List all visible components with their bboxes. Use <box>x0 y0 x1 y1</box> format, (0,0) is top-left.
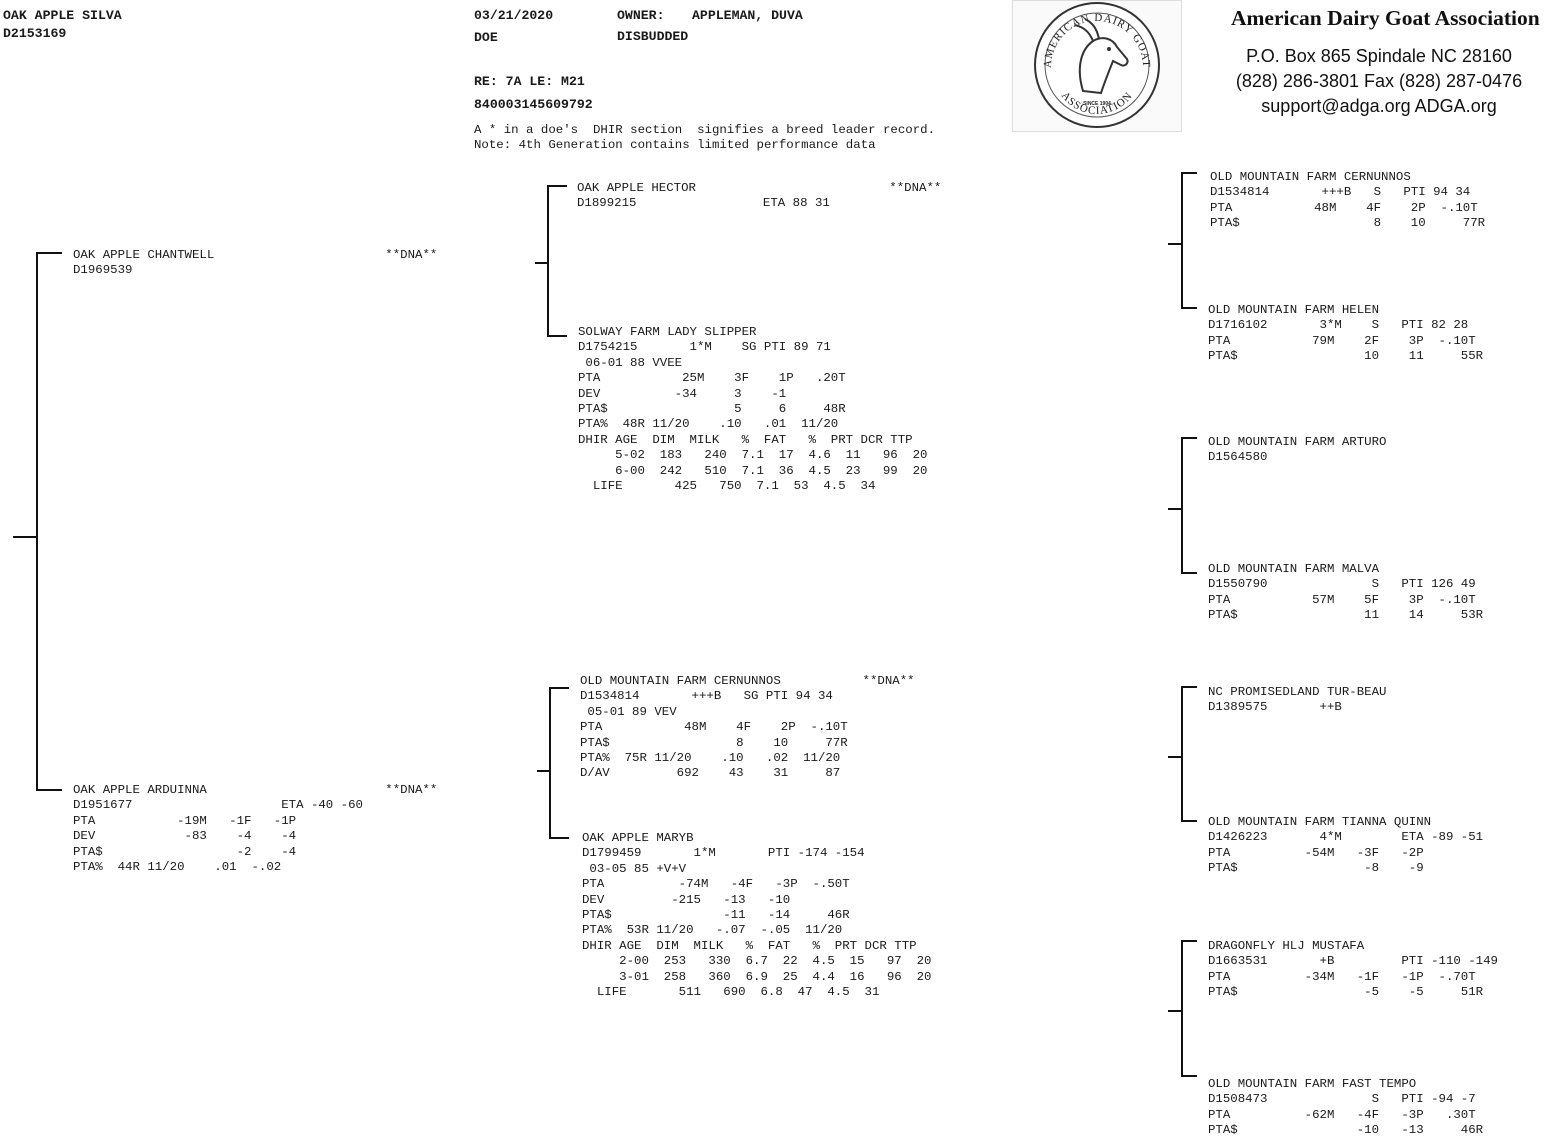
bracket-arm <box>547 335 567 337</box>
bracket-arm <box>1181 172 1197 174</box>
g3-entry-2: OLD MOUNTAIN FARM HELEN D1716102 3*M S PTI 82 28 PTA 79M 2F 3P -.10T PTA$ 10 11 55R <box>1208 303 1484 364</box>
tattoo: RE: 7A LE: M21 <box>474 74 585 89</box>
bracket-arm <box>1181 437 1197 439</box>
g3-entry-1: OLD MOUNTAIN FARM CERNUNNOS D1534814 +++B S PTI 94 34 PTA 48M 4F 2P -.10T PTA$ 8 10 77R <box>1210 170 1486 231</box>
horn-status: DISBUDDED <box>617 29 689 44</box>
bracket-arm <box>36 789 62 791</box>
goat-seal-icon <box>1013 1 1181 131</box>
bracket-sire-side <box>547 185 549 337</box>
bracket-arm <box>547 185 567 187</box>
note-line-1: A * in a doe's DHIR section signifies a breed leader record. <box>474 123 936 137</box>
bracket-g3-c <box>1181 686 1183 822</box>
owner-name: APPLEMAN, DUVA <box>692 8 803 23</box>
org-contact: support@adga.org ADGA.org <box>1261 96 1497 116</box>
org-name: American Dairy Goat Association <box>1231 6 1540 30</box>
org-address: P.O. Box 865 Spindale NC 28160 <box>1246 46 1512 66</box>
bracket-arm <box>1181 940 1197 942</box>
seal-top-text: AMERICAN DAIRY GOAT <box>1041 11 1153 69</box>
g3-entry-4: OLD MOUNTAIN FARM MALVA D1550790 S PTI 126 49 PTA 57M 5F 3P -.10T PTA$ 11 14 53R <box>1208 562 1484 623</box>
bracket-arm <box>1181 572 1197 574</box>
bracket-g3-b <box>1181 437 1183 574</box>
bracket-arm <box>1181 1075 1197 1077</box>
seal-bottom-text: ASSOCIATION <box>1058 89 1136 118</box>
g3-entry-3: OLD MOUNTAIN FARM ARTURO D1564580 <box>1208 435 1387 465</box>
bracket-arm <box>549 687 569 689</box>
bracket-arm <box>1181 307 1197 309</box>
bracket-gen1 <box>36 252 38 791</box>
bracket-arm <box>549 837 569 839</box>
birth-date: 03/21/2020 <box>474 8 554 23</box>
bracket-stem-gen1 <box>13 536 37 538</box>
owner-label: OWNER: <box>617 8 665 23</box>
bracket-arm <box>1181 686 1197 688</box>
bracket-arm <box>1181 820 1197 822</box>
animal-reg-number: D2153169 <box>3 26 67 41</box>
tag-id: 840003145609792 <box>474 97 593 112</box>
animal-name: OAK APPLE SILVA <box>3 8 122 23</box>
dam-sire-entry: OLD MOUNTAIN FARM CERNUNNOS **DNA** D1534814 +++B SG PTI 94 34 05-01 89 VEV PTA 48M 4F 2P -.10T PTA$ 8 10 77R PTA% 75R 11/20 .10 .02 11/20 D/AV 692 43 31 87 <box>580 674 915 781</box>
bracket-arm <box>36 252 62 254</box>
dam-dam-entry: OAK APPLE MARYB D1799459 1*M PTI -174 -154 03-05 85 +V+V PTA -74M -4F -3P -.50T DEV -215 -13 -10 PTA$ -11 -14 46R PTA% 53R 11/20 -.07 -.05 11/20 DHIR AGE DIM MILK % FAT % PRT DCR TTP 2-00 253 330 6.7 22 4.5 15 97 20 3-01 258 360 6.9 25 4.4 16 96 20 LIFE 511 690 6.8 47 4.5 31 <box>582 831 932 1000</box>
bracket-stem <box>1168 243 1182 245</box>
bracket-dam-side <box>549 687 551 839</box>
seal-year: SINCE 1904 <box>1083 101 1111 107</box>
bracket-stem <box>1168 756 1182 758</box>
g3-entry-5: NC PROMISEDLAND TUR-BEAU D1389575 ++B <box>1208 685 1387 715</box>
dam-entry: OAK APPLE ARDUINNA **DNA** D1951677 ETA -40 -60 PTA -19M -1F -1P DEV -83 -4 -4 PTA$ -2 -4 PTA% 44R 11/20 .01 -.02 <box>73 783 438 875</box>
g3-entry-6: OLD MOUNTAIN FARM TIANNA QUINN D1426223 4*M ETA -89 -51 PTA -54M -3F -2P PTA$ -8 -9 <box>1208 815 1484 876</box>
g3-entry-7: DRAGONFLY HLJ MUSTAFA D1663531 +B PTI -110 -149 PTA -34M -1F -1P -.70T PTA$ -5 -5 51R <box>1208 939 1498 1000</box>
bracket-stem <box>1168 1010 1182 1012</box>
sire-dam-entry: SOLWAY FARM LADY SLIPPER D1754215 1*M SG PTI 89 71 06-01 88 VVEE PTA 25M 3F 1P .20T DEV -34 3 -1 PTA$ 5 6 48R PTA% 48R 11/20 .10 .01 11/20 DHIR AGE DIM MILK % FAT % PRT DCR TTP 5-02 183 240 7.1 17 4.6 11 96 20 6-00 242 510 7.1 36 4.5 23 99 20 LIFE 425 750 7.1 53 4.5 34 <box>578 325 928 494</box>
adga-seal-logo <box>1012 0 1182 132</box>
g3-entry-8: OLD MOUNTAIN FARM FAST TEMPO D1508473 S PTI -94 -7 PTA -62M -4F -3P .30T PTA$ -10 -13 46R <box>1208 1077 1484 1138</box>
org-phones: (828) 286-3801 Fax (828) 287-0476 <box>1235 71 1523 91</box>
bracket-stem <box>1168 508 1182 510</box>
sire-entry: OAK APPLE CHANTWELL **DNA** D1969539 <box>73 248 438 278</box>
bracket-g3-d <box>1181 940 1183 1077</box>
sire-sire-entry: OAK APPLE HECTOR **DNA** D1899215 ETA 88 31 <box>577 181 942 211</box>
note-line-2: Note: 4th Generation contains limited performance data <box>474 138 876 152</box>
sex: DOE <box>474 30 498 45</box>
bracket-g3-a <box>1181 172 1183 309</box>
